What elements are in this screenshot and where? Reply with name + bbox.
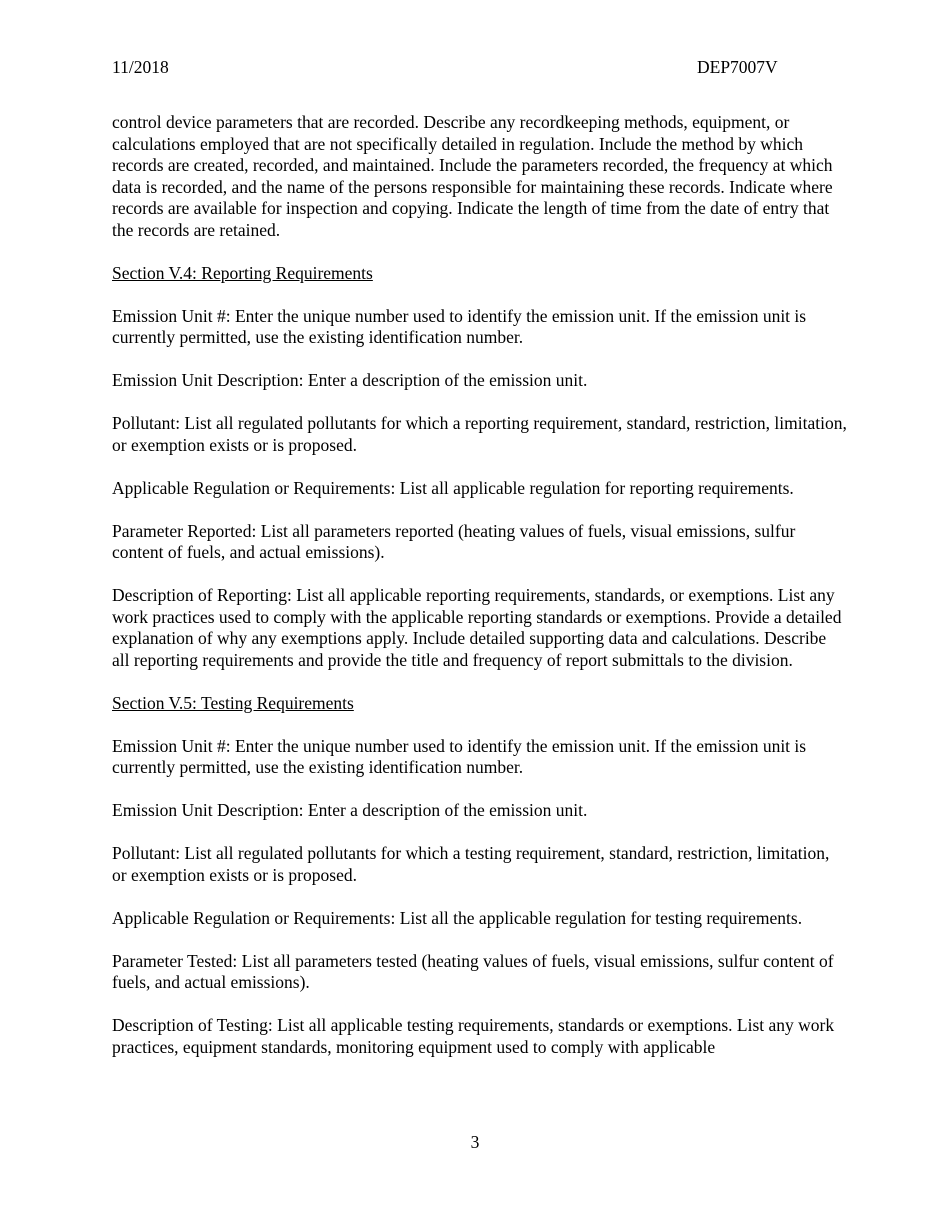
- paragraph-testing-pollutant: Pollutant: List all regulated pollutants for which a testing requirement, standard, restriction, limitation, or exemption exists or is proposed.: [112, 843, 830, 885]
- document-body: [112, 112, 847, 1080]
- paragraph-reporting-emission-unit-description: Emission Unit Description: Enter a description of the emission unit.: [112, 370, 588, 390]
- paragraph-testing-emission-unit-number: Emission Unit #: Enter the unique number used to identify the emission unit. If the emission unit is currently permitted, use the existing identification number.: [112, 735, 807, 777]
- paragraph-testing-description: Description of Testing: List all applicable testing requirements, standards or exemptions. List any work practices, equipment standards, monitoring equipment used to comply with applicable: [112, 1015, 835, 1057]
- paragraph-testing-parameter-tested: Parameter Tested: List all parameters tested (heating values of fuels, visual emissions, sulfur content of fuels, and actual emissions).: [112, 950, 834, 992]
- paragraph-reporting-applicable-regulation: Applicable Regulation or Requirements: List all applicable regulation for reporting requirements.: [112, 477, 794, 498]
- paragraph-testing-applicable-regulation: Applicable Regulation or Requirements: List all the applicable regulation for testing requirements.: [112, 907, 803, 928]
- paragraph-testing-emission-unit-description: Emission Unit Description: Enter a description of the emission unit.: [112, 800, 588, 820]
- header-date: 11/2018: [112, 57, 169, 77]
- paragraph-reporting-description: Description of Reporting: List all applicable reporting requirements, standards, or exemptions. List any work practices used to comply with the applicable reporting standards or exemptions. Provide a detailed explanation of why any exemptions apply. Include detailed supporting data and calculations. Describe all reporting requirements and provide the title and frequency of report submittals to the division.: [112, 585, 842, 670]
- paragraph-reporting-parameter-reported: Parameter Reported: List all parameters reported (heating values of fuels, visual emissions, sulfur content of fuels, and actual emissions).: [112, 520, 796, 562]
- paragraph-reporting-emission-unit-number: Emission Unit #: Enter the unique number used to identify the emission unit. If the emission unit is currently permitted, use the existing identification number.: [112, 305, 807, 347]
- header-form-id: DEP7007V: [697, 57, 778, 77]
- paragraph-recordkeeping-continued: control device parameters that are recorded. Describe any recordkeeping methods, equipment, or calculations employed that are not specifically detailed in regulation. Include the method by which records are created, recorded, and maintained. Include the parameters recorded, the frequency at which data is recorded, and the name of the persons responsible for maintaining these records. Indicate where records are available for inspection and copying. Indicate the length of time from the date of entry that the records are retained.: [112, 112, 833, 240]
- section-heading-reporting: Section V.4: Reporting Requirements: [112, 262, 373, 283]
- paragraph-reporting-pollutant: Pollutant: List all regulated pollutants for which a reporting requirement, standard, restriction, limitation, or exemption exists or is proposed.: [112, 413, 847, 455]
- page-number: 3: [470, 1132, 480, 1152]
- section-heading-testing: Section V.5: Testing Requirements: [112, 692, 354, 713]
